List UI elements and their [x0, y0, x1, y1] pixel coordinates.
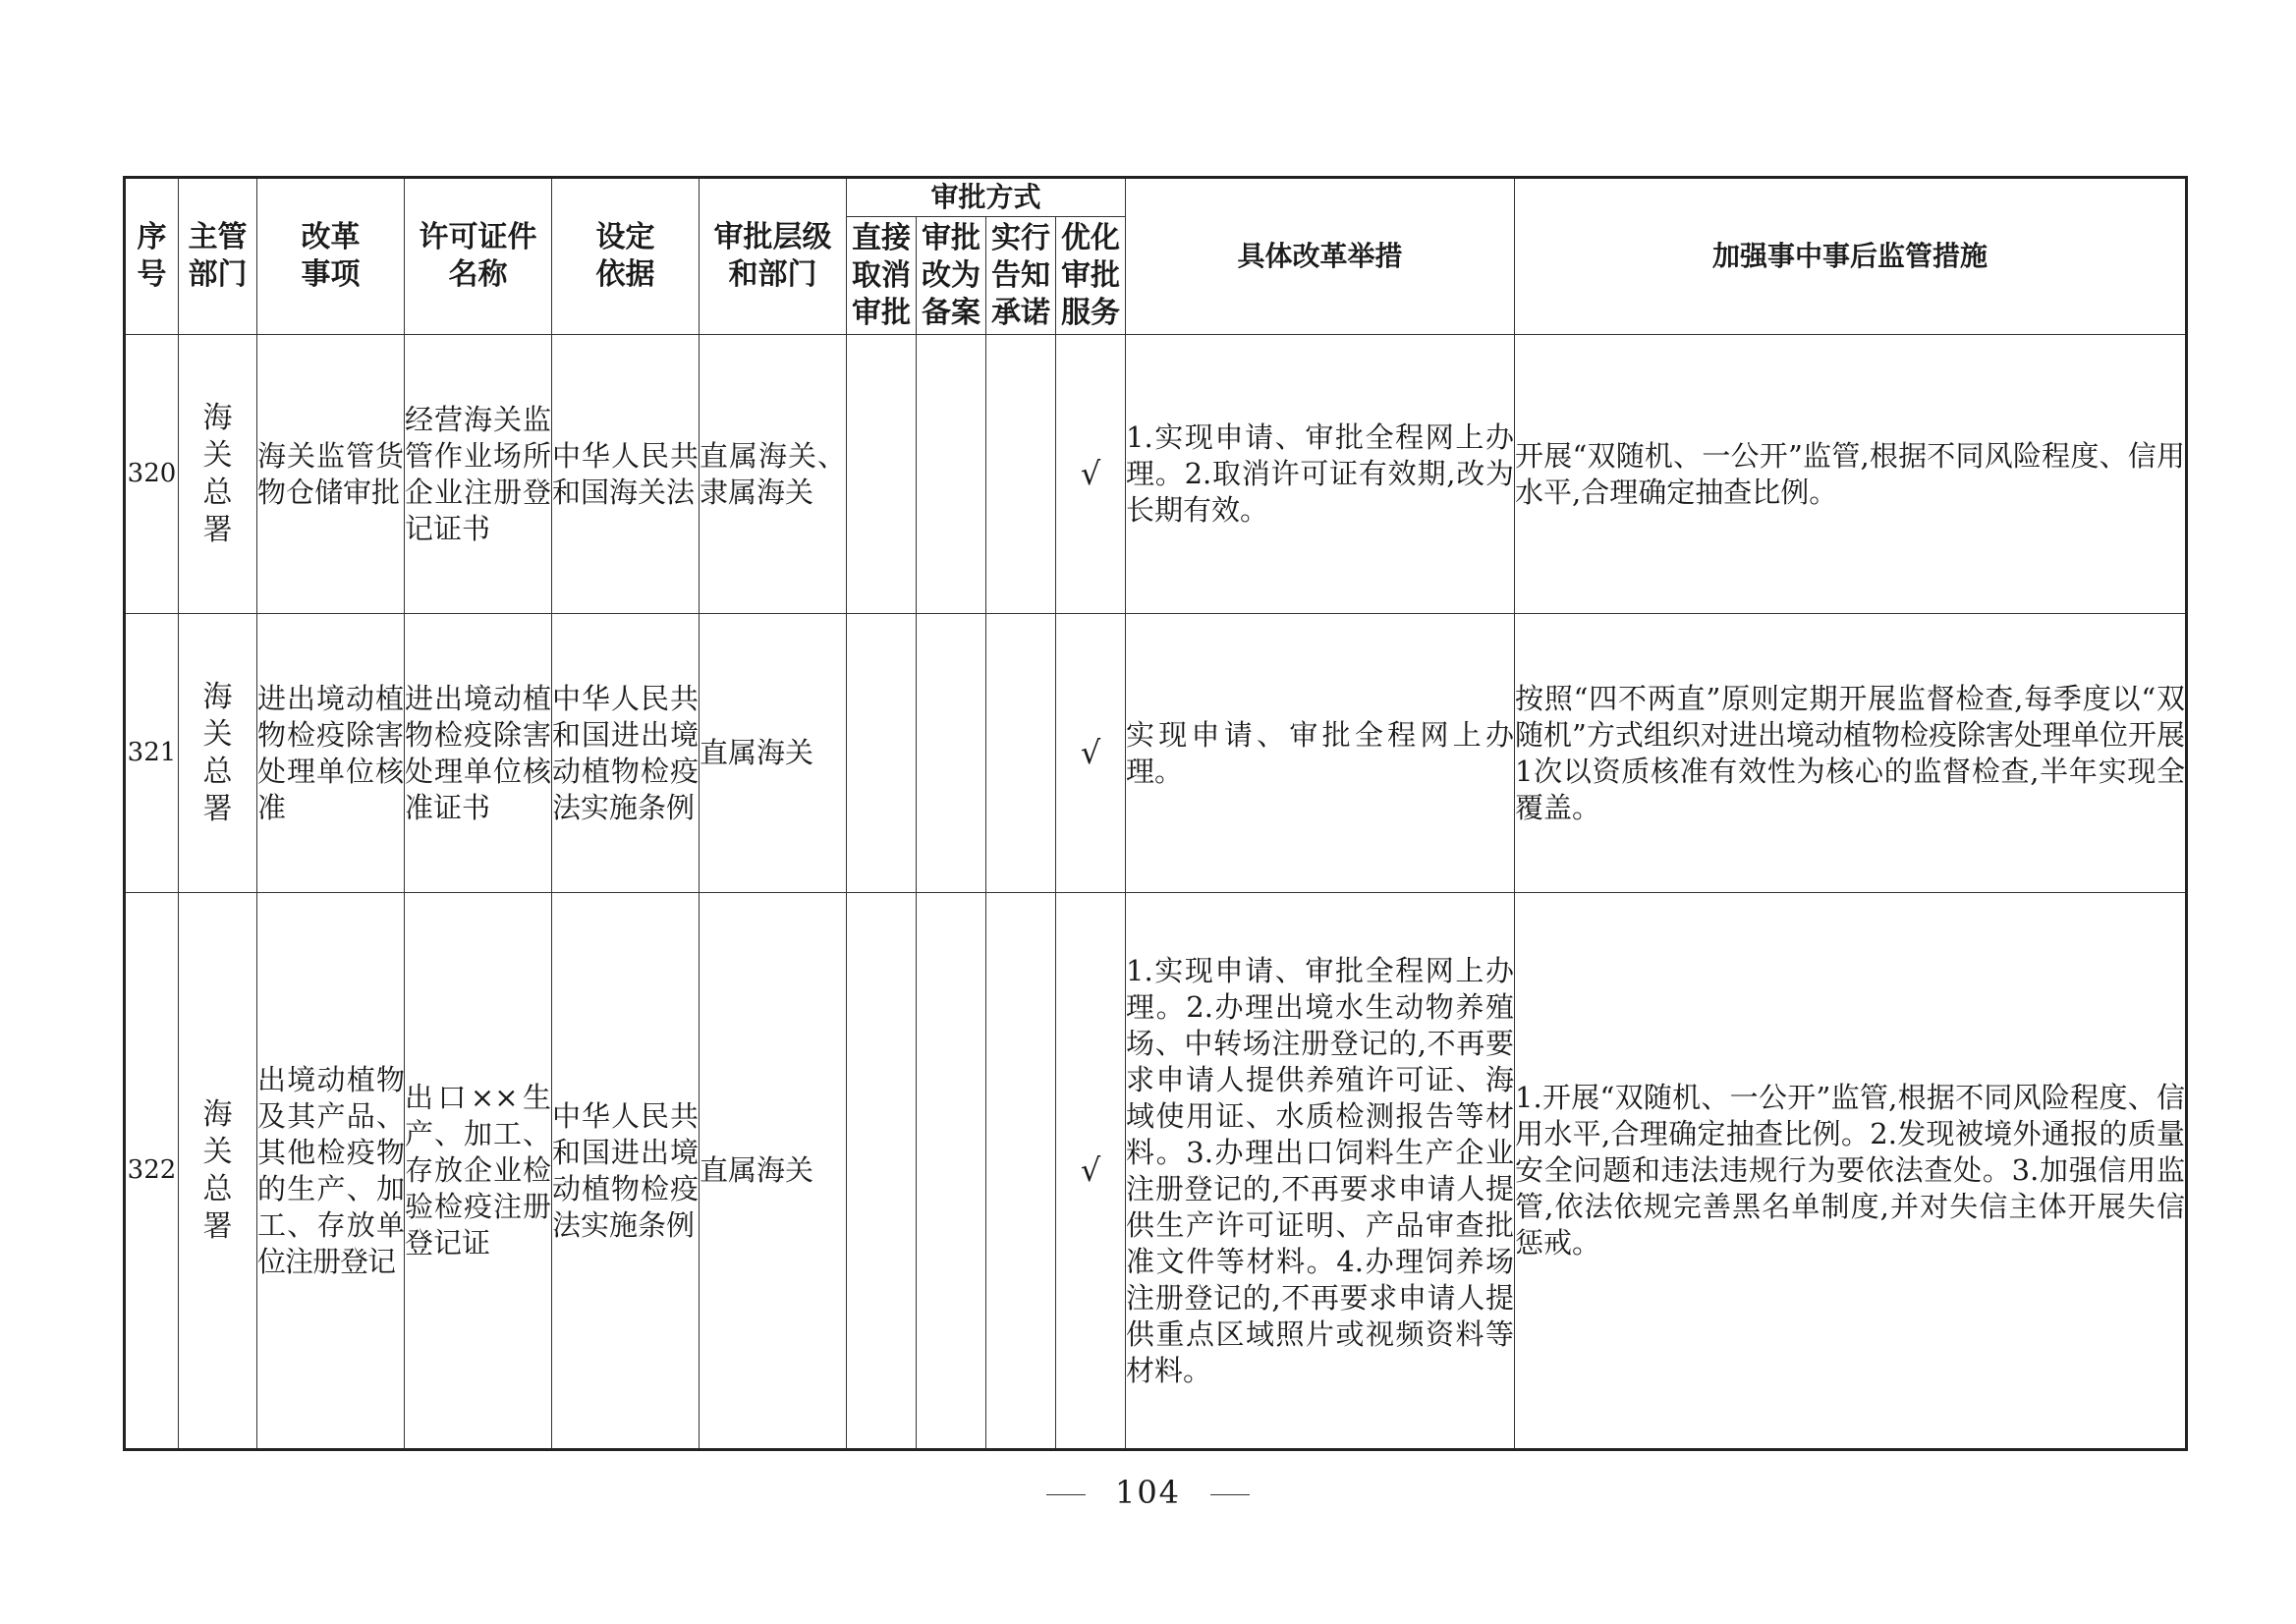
table-row [125, 614, 2187, 893]
row-method-cancel [847, 893, 917, 1450]
row-method-cancel [847, 614, 917, 893]
header-item: 改革事项 [257, 178, 405, 335]
row-item: 进出境动植物检疫除害处理单位核准 [257, 614, 405, 893]
page-footer [0, 1474, 2296, 1511]
header-supervision: 加强事中事后监管措施 [1515, 178, 2187, 335]
row-method-notify [986, 893, 1056, 1450]
row-basis: 中华人民共和国进出境动植物检疫法实施条例 [552, 893, 700, 1450]
row-method-optimize: √ [1056, 893, 1126, 1450]
header-method-group: 审批方式 [847, 178, 1126, 217]
row-dept: 海关总署 [179, 335, 257, 614]
row-method-cancel [847, 335, 917, 614]
header-row-top [125, 178, 2187, 217]
row-method-optimize: √ [1056, 335, 1126, 614]
row-supervision: 1.开展“双随机、一公开”监管,根据不同风险程度、信用水平,合理确定抽查比例。2.发现被境外通报的质量安全问题和违法违规行为要依法查处。3.加强信用监管,依法依规完善黑名单制度,并对失信主体开展失信惩戒。 [1515, 893, 2187, 1450]
row-method-record [917, 893, 986, 1450]
row-license: 经营海关监管作业场所企业注册登记证书 [405, 335, 552, 614]
footer-dash-right [1210, 1494, 1250, 1495]
row-seq: 322 [125, 893, 179, 1450]
header-method-notify: 实行告知承诺 [986, 217, 1056, 335]
header-method-optimize: 优化审批服务 [1056, 217, 1126, 335]
table-row [125, 893, 2187, 1450]
row-seq: 321 [125, 614, 179, 893]
row-supervision: 按照“四不两直”原则定期开展监督检查,每季度以“双随机”方式组织对进出境动植物检疫除害处理单位开展1次以资质核准有效性为核心的监督检查,半年实现全覆盖。 [1515, 614, 2187, 893]
header-basis: 设定依据 [552, 178, 700, 335]
row-basis: 中华人民共和国进出境动植物检疫法实施条例 [552, 614, 700, 893]
row-measures: 1.实现申请、审批全程网上办理。2.办理出境水生动物养殖场、中转场注册登记的,不再要求申请人提供养殖许可证、海域使用证、水质检测报告等材料。3.办理出口饲料生产企业注册登记的,不再要求申请人提供生产许可证明、产品审查批准文件等材料。4.办理饲养场注册登记的,不再要求申请人提供重点区域照片或视频资料等材料。 [1126, 893, 1515, 1450]
row-measures: 实现申请、审批全程网上办理。 [1126, 614, 1515, 893]
header-method-record: 审批改为备案 [917, 217, 986, 335]
row-supervision: 开展“双随机、一公开”监管,根据不同风险程度、信用水平,合理确定抽查比例。 [1515, 335, 2187, 614]
page-number: 104 [1114, 1474, 1182, 1511]
header-seq: 序号 [125, 178, 179, 335]
reform-table [123, 176, 2188, 1451]
table-row [125, 335, 2187, 614]
row-level: 直属海关、隶属海关 [700, 335, 847, 614]
row-item: 出境动植物及其产品、其他检疫物的生产、加工、存放单位注册登记 [257, 893, 405, 1450]
row-item: 海关监管货物仓储审批 [257, 335, 405, 614]
row-seq: 320 [125, 335, 179, 614]
header-license: 许可证件名称 [405, 178, 552, 335]
row-method-notify [986, 614, 1056, 893]
header-method-cancel: 直接取消审批 [847, 217, 917, 335]
header-level: 审批层级和部门 [700, 178, 847, 335]
row-level: 直属海关 [700, 614, 847, 893]
row-dept: 海关总署 [179, 893, 257, 1450]
header-dept: 主管部门 [179, 178, 257, 335]
row-license: 进出境动植物检疫除害处理单位核准证书 [405, 614, 552, 893]
footer-dash-left [1046, 1494, 1086, 1495]
row-basis: 中华人民共和国海关法 [552, 335, 700, 614]
row-measures: 1.实现申请、审批全程网上办理。2.取消许可证有效期,改为长期有效。 [1126, 335, 1515, 614]
row-method-record [917, 614, 986, 893]
row-method-notify [986, 335, 1056, 614]
header-measures: 具体改革举措 [1126, 178, 1515, 335]
row-method-record [917, 335, 986, 614]
row-dept: 海关总署 [179, 614, 257, 893]
row-license: 出口××生产、加工、存放企业检验检疫注册登记证 [405, 893, 552, 1450]
row-method-optimize: √ [1056, 614, 1126, 893]
row-level: 直属海关 [700, 893, 847, 1450]
